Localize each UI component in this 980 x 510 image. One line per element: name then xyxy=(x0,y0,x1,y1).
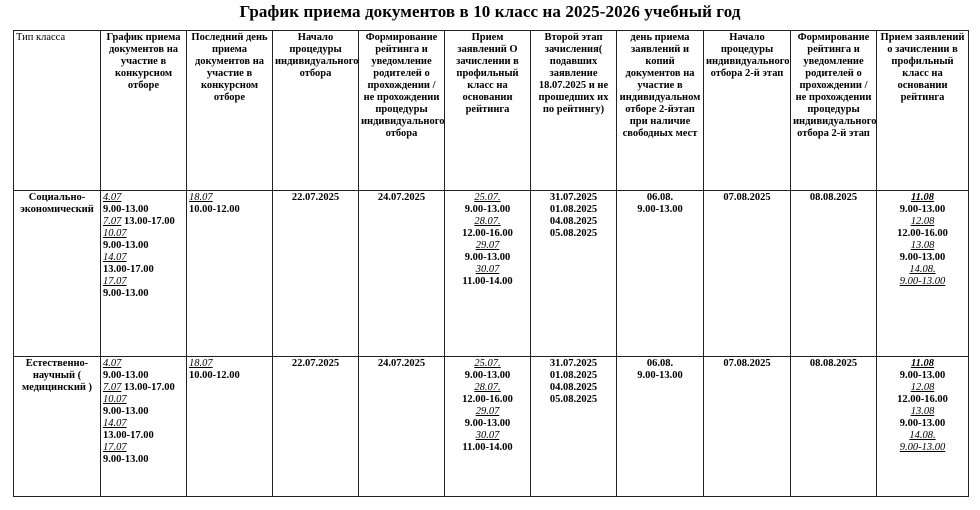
second-stage-enrollment-cell: 11.08 9.00-13.00 12.08 12.00-16.00 13.08 9.00-13.00 14.08. 9.00-13.00 xyxy=(877,357,969,497)
second-stage-docs-cell: 06.08. 9.00-13.00 xyxy=(617,357,704,497)
second-stage-cell: 31.07.2025 01.08.2025 04.08.2025 05.08.2025 xyxy=(531,191,617,357)
header-col-8: Начало процедуры индивидуального отбора 2-й этап xyxy=(704,31,791,191)
schedule-table xyxy=(13,30,969,497)
header-col-6: Второй этап зачисления( подавших заявление 18.07.2025 и не прошедших их по рейтингу) xyxy=(531,31,617,191)
header-type: Тип класса xyxy=(14,31,101,191)
second-stage-docs-cell: 06.08. 9.00-13.00 xyxy=(617,191,704,357)
header-col-1: График приема документов на участие в конкурсном отборе xyxy=(101,31,187,191)
second-stage-enrollment-cell: 11.08 9.00-13.00 12.08 12.00-16.00 13.08 9.00-13.00 14.08. 9.00-13.00 xyxy=(877,191,969,357)
header-col-7: день приема заявлений и копий документов на участие в индивидуальном отборе 2-йэтап при наличие свободных мест xyxy=(617,31,704,191)
header-col-4: Формирование рейтинга и уведомление родителей о прохождении / не прохождении процедуры индивидуального отбора xyxy=(359,31,445,191)
schedule-cell: 4.07 9.00-13.00 7.07 13.00-17.00 10.07 9.00-13.00 14.07 13.00-17.00 17.07 9.00-13.00 xyxy=(101,191,187,357)
table-row xyxy=(14,357,969,497)
schedule-cell: 4.07 9.00-13.00 7.07 13.00-17.00 10.07 9.00-13.00 14.07 13.00-17.00 17.07 9.00-13.00 xyxy=(101,357,187,497)
header-row xyxy=(14,31,969,191)
enrollment-cell: 25.07. 9.00-13.00 28.07. 12.00-16.00 29.07 9.00-13.00 30.07 11.00-14.00 xyxy=(445,191,531,357)
header-col-3: Начало процедуры индивидуального отбора xyxy=(273,31,359,191)
rating-cell: 24.07.2025 xyxy=(359,357,445,497)
class-type: Естественно-научный ( медицинский ) xyxy=(14,357,101,497)
enrollment-cell: 25.07. 9.00-13.00 28.07. 12.00-16.00 29.07 9.00-13.00 30.07 11.00-14.00 xyxy=(445,357,531,497)
header-col-10: Прием заявлений о зачислении в профильный класс на основании рейтинга xyxy=(877,31,969,191)
table-row xyxy=(14,191,969,357)
last-day-cell: 18.07 10.00-12.00 xyxy=(187,357,273,497)
rating-cell: 24.07.2025 xyxy=(359,191,445,357)
header-col-5: Прием заявлений О зачислении в профильный класс на основании рейтинга xyxy=(445,31,531,191)
selection-start-cell: 22.07.2025 xyxy=(273,191,359,357)
second-stage-rating-cell: 08.08.2025 xyxy=(791,357,877,497)
second-stage-cell: 31.07.2025 01.08.2025 04.08.2025 05.08.2025 xyxy=(531,357,617,497)
page-title: График приема документов в 10 класс на 2025-2026 учебный год xyxy=(239,2,741,21)
second-stage-start-cell: 07.08.2025 xyxy=(704,191,791,357)
class-type: Социально-экономический xyxy=(14,191,101,357)
second-stage-rating-cell: 08.08.2025 xyxy=(791,191,877,357)
second-stage-start-cell: 07.08.2025 xyxy=(704,357,791,497)
selection-start-cell: 22.07.2025 xyxy=(273,357,359,497)
header-col-2: Последний день приема документов на участие в конкурсном отборе xyxy=(187,31,273,191)
last-day-cell: 18.07 10.00-12.00 xyxy=(187,191,273,357)
header-col-9: Формирование рейтинга и уведомление родителей о прохождении / не прохождении процедуры индивидуального отбора 2-й этап xyxy=(791,31,877,191)
